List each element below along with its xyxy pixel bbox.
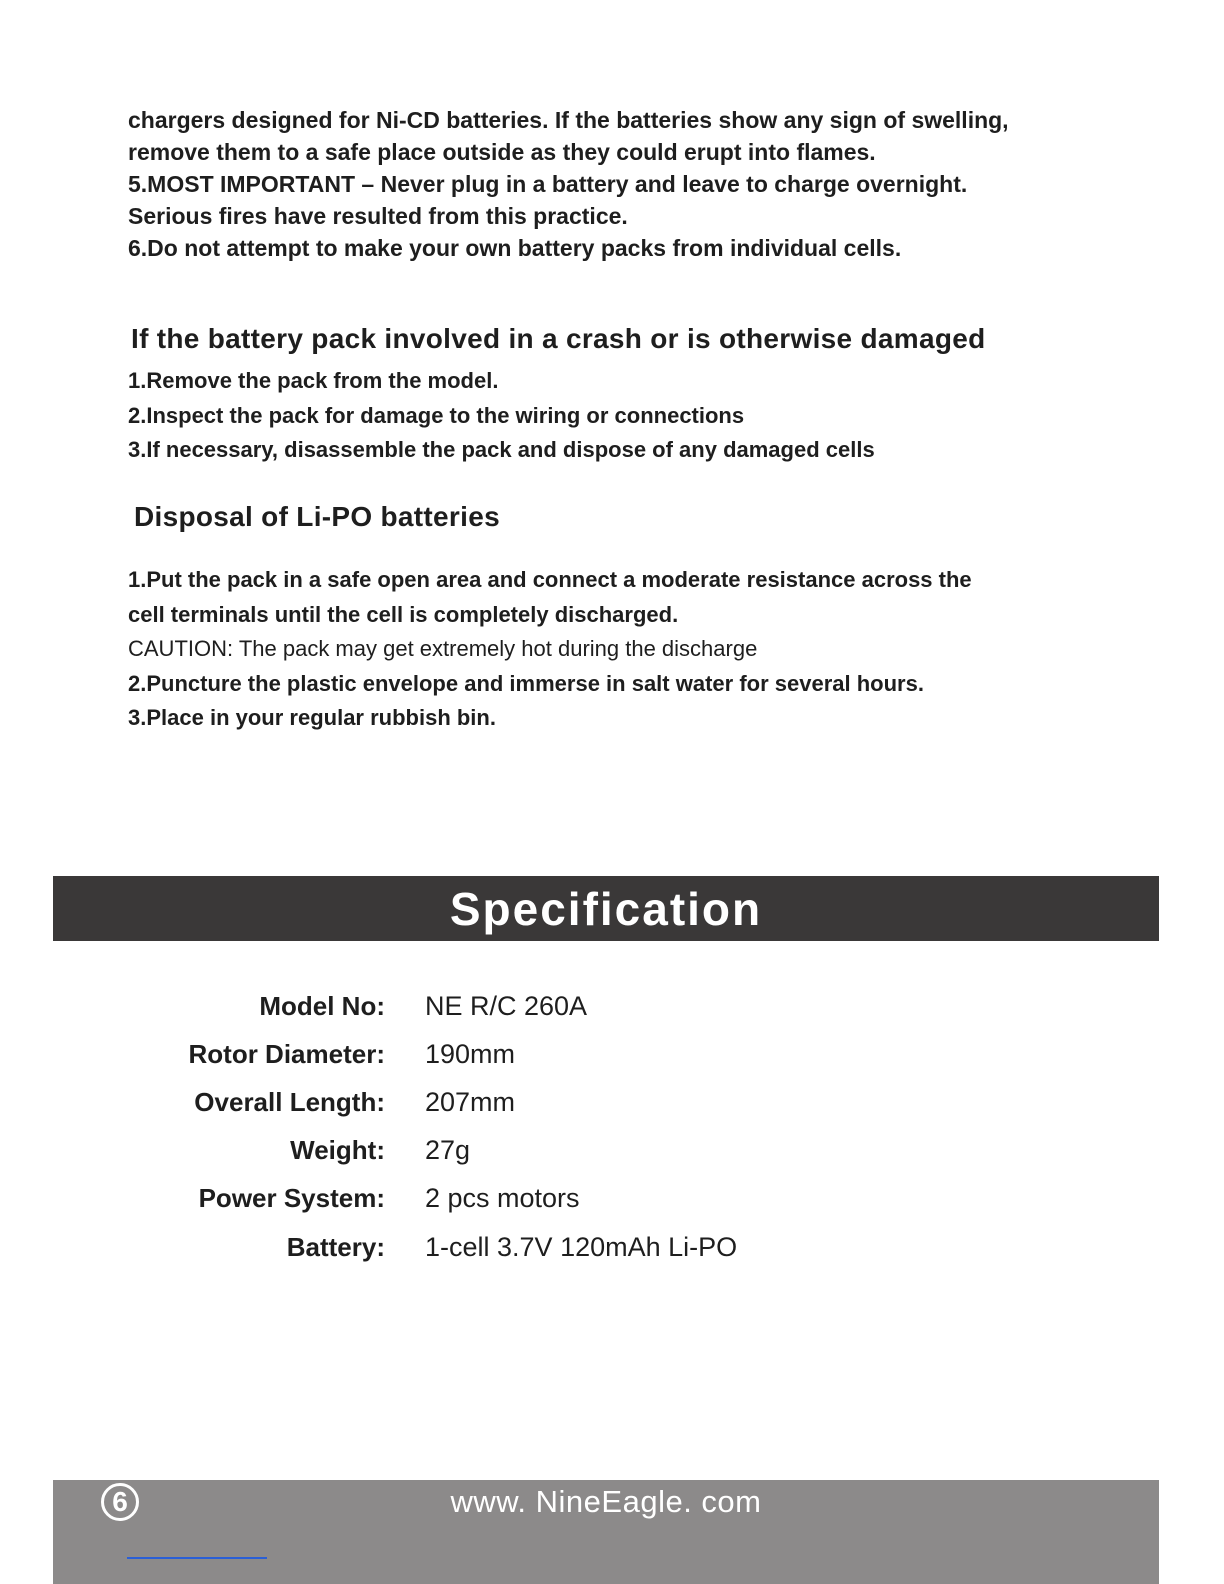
spec-value: NE R/C 260A (425, 990, 588, 1021)
list-item: 2.Puncture the plastic envelope and immerse in salt water for several hours. (128, 670, 924, 696)
link-underline (127, 1557, 267, 1559)
specification-banner (53, 876, 1159, 941)
list-item: cell terminals until the cell is completely discharged. (128, 601, 679, 627)
specification-title: Specification (449, 882, 763, 935)
website-url[interactable]: www. NineEagle. com (450, 1484, 762, 1519)
intro-line: remove them to a safe place outside as they could erupt into flames. (128, 139, 876, 165)
intro-text (128, 104, 1128, 264)
spec-label: Power System: (198, 1183, 385, 1214)
spec-label: Rotor Diameter: (188, 1038, 385, 1069)
page-number-badge: 6 (101, 1483, 139, 1521)
crash-heading: If the battery pack involved in a crash or is otherwise damaged (131, 323, 986, 354)
spec-label: Battery: (286, 1231, 385, 1262)
list-item: 1.Remove the pack from the model. (128, 368, 499, 393)
intro-line: 6.Do not attempt to make your own battery packs from individual cells. (128, 235, 902, 261)
spec-label: Overall Length: (194, 1086, 385, 1117)
spec-row-rotor-diameter (100, 1030, 737, 1078)
disposal-heading: Disposal of Li-PO batteries (134, 501, 500, 532)
spec-value: 1-cell 3.7V 120mAh Li-PO (425, 1231, 738, 1262)
spec-row-model (100, 982, 737, 1030)
list-item: 3.If necessary, disassemble the pack and dispose of any damaged cells (128, 437, 875, 462)
intro-line: 5.MOST IMPORTANT – Never plug in a battery and leave to charge overnight. (128, 171, 968, 197)
disposal-list (128, 563, 1128, 736)
page-footer (53, 1480, 1159, 1584)
spec-table (100, 982, 737, 1271)
spec-row-overall-length (100, 1078, 737, 1126)
spec-label: Weight: (290, 1135, 385, 1166)
list-item: 2.Inspect the pack for damage to the wiring or connections (128, 402, 745, 428)
spec-value: 2 pcs motors (425, 1183, 580, 1214)
spec-row-battery (100, 1223, 737, 1271)
intro-line: Serious fires have resulted from this practice. (128, 203, 628, 229)
crash-list (128, 364, 1128, 468)
intro-line: chargers designed for Ni-CD batteries. If the batteries show any sign of swelling, (128, 107, 1009, 133)
spec-label: Model No: (259, 990, 385, 1021)
list-item: 1.Put the pack in a safe open area and connect a moderate resistance across the (128, 567, 972, 592)
spec-row-power-system (100, 1175, 737, 1223)
spec-value: 207mm (425, 1086, 516, 1117)
spec-row-weight (100, 1127, 737, 1175)
caution-note: CAUTION: The pack may get extremely hot during the discharge (128, 636, 758, 661)
list-item: 3.Place in your regular rubbish bin. (128, 705, 496, 730)
spec-value: 190mm (425, 1038, 516, 1069)
spec-value: 27g (425, 1135, 471, 1166)
